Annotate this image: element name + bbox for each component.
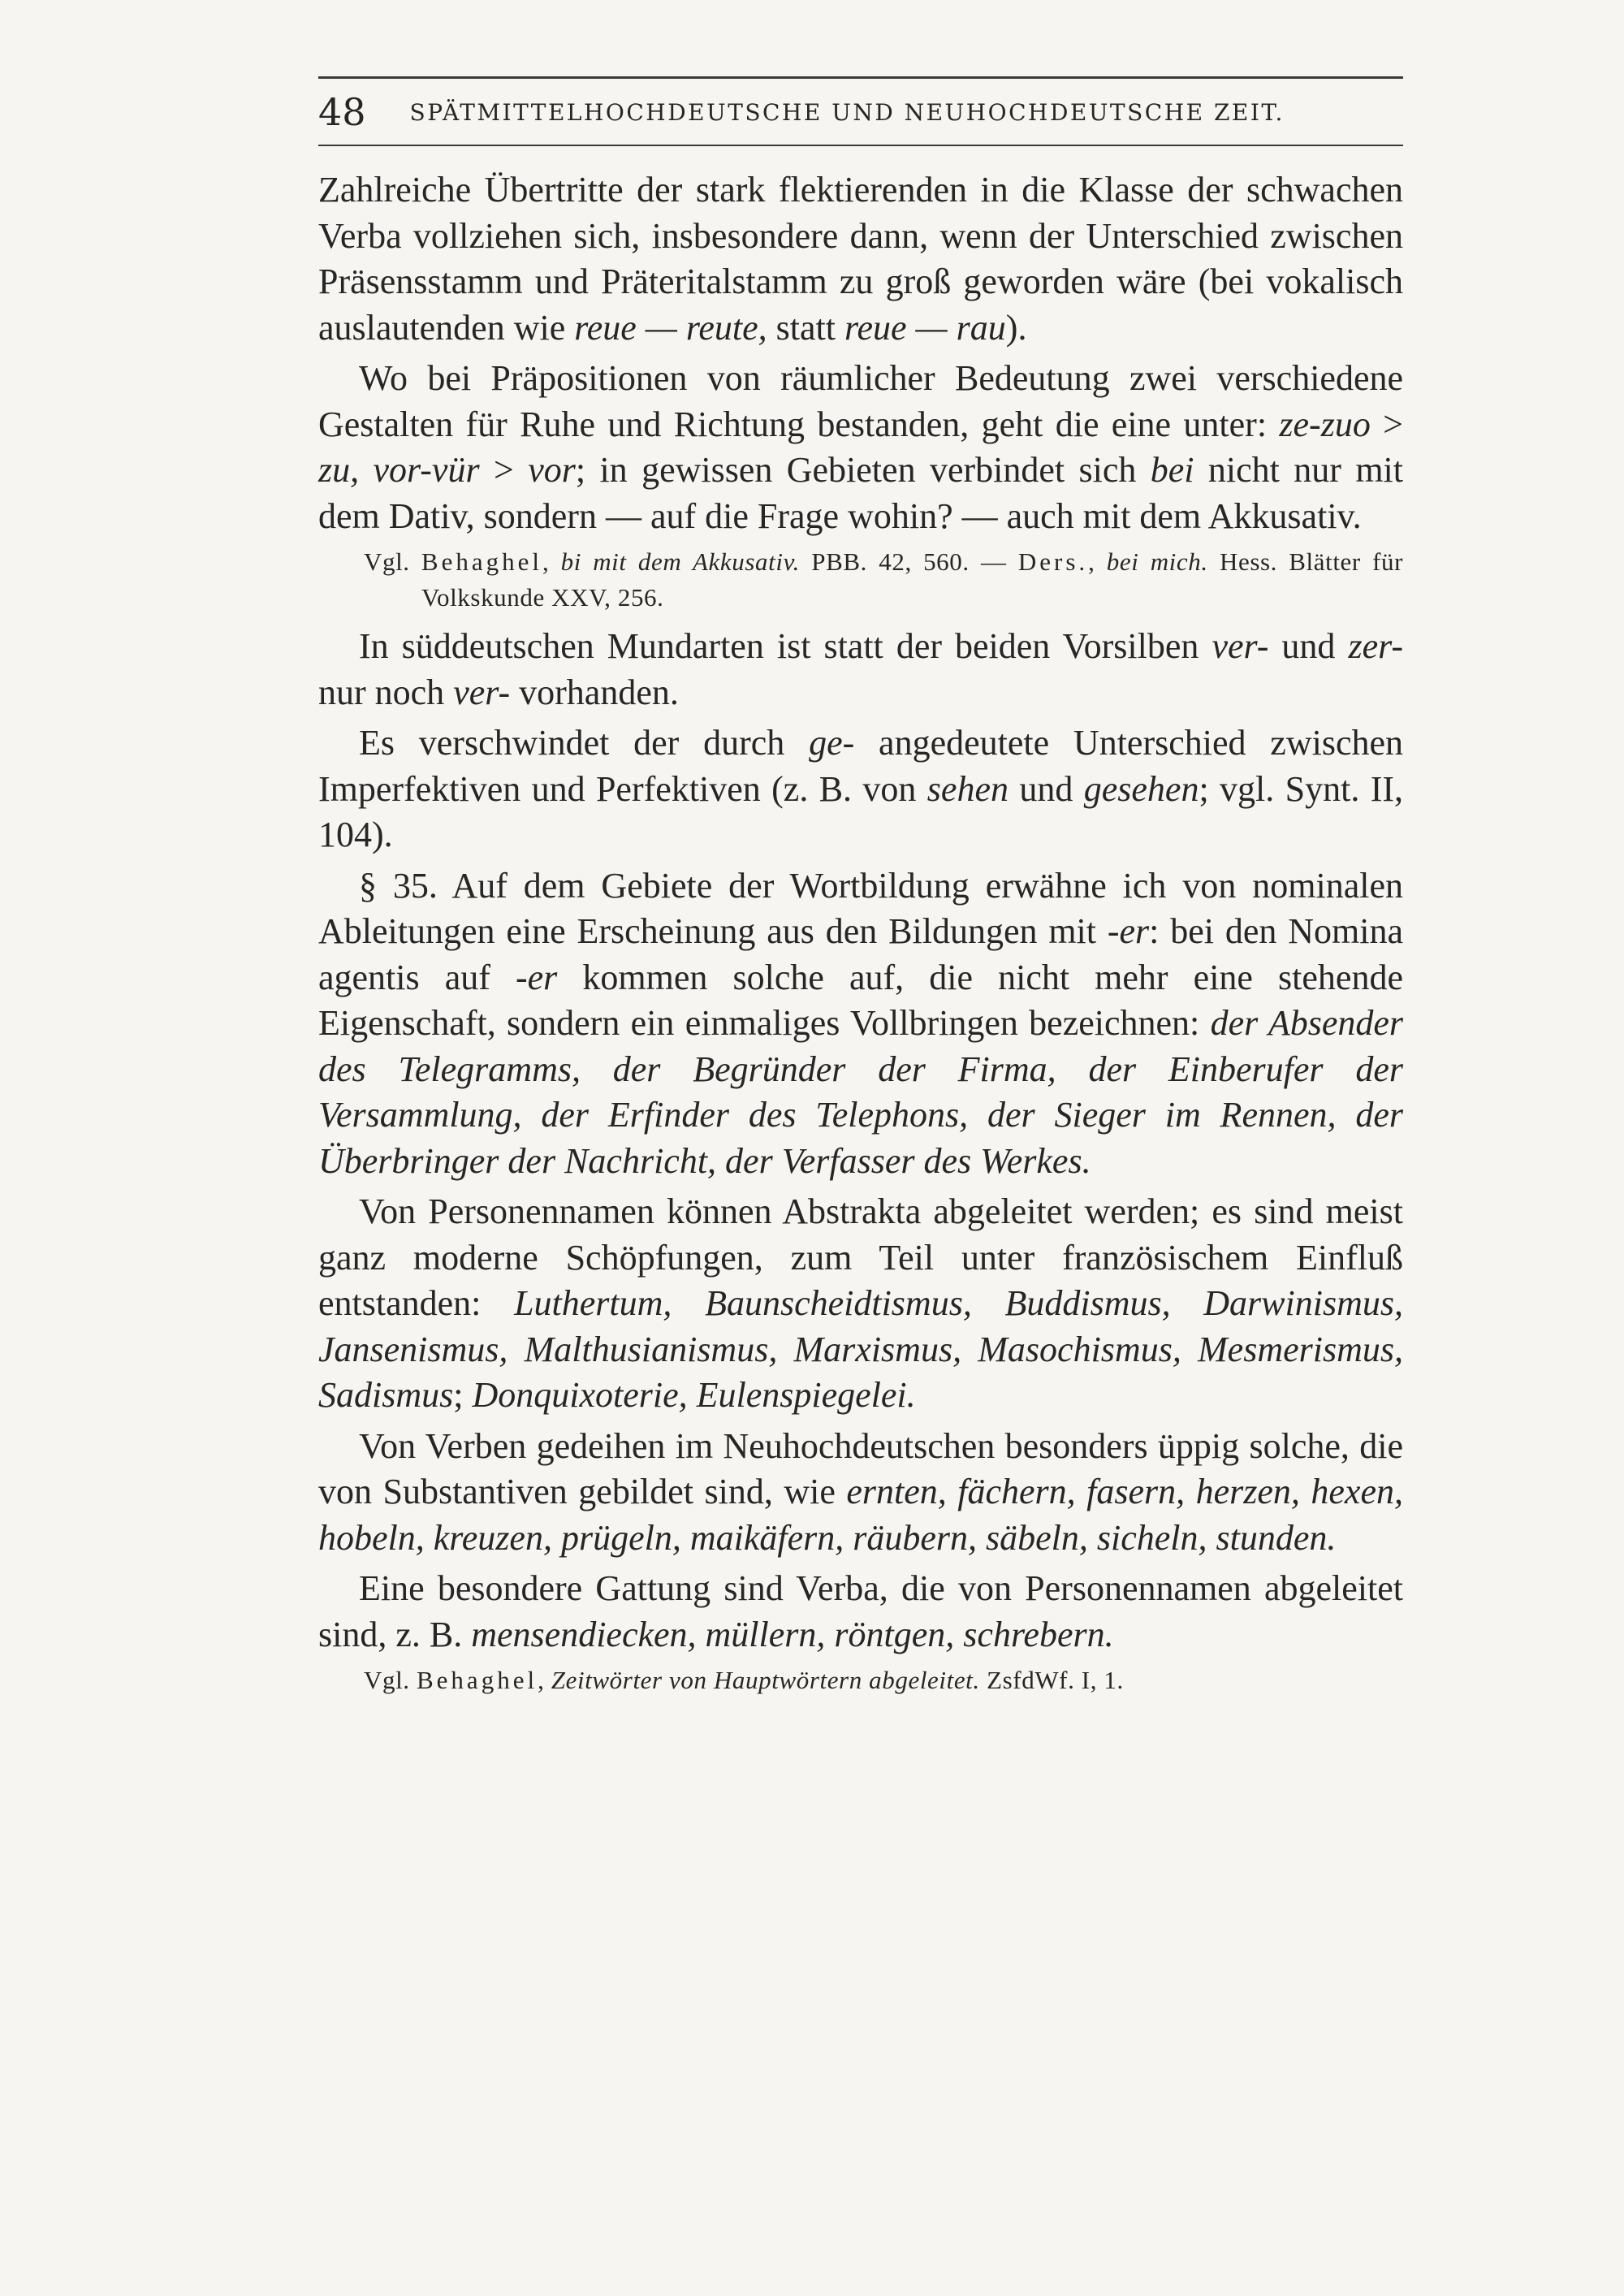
text-segment: Eine besondere Gattung sind Verba, die von Personennamen abgeleitet sind, z. B. [318, 1568, 1403, 1654]
text-segment: Behaghel [417, 1666, 538, 1694]
text-segment: kommen solche auf, die nicht mehr eine stehende Eigenschaft, sondern ein einmaliges Vollbringen bezeichnen: [318, 957, 1403, 1043]
italic-segment: ze-zuo [1279, 404, 1371, 444]
text-segment: > [1370, 404, 1403, 444]
italic-segment: sehen [926, 768, 1009, 809]
text-segment: , [538, 1666, 551, 1694]
text-segment: In süddeutschen Mundarten ist statt der beiden Vorsilben [359, 626, 1212, 666]
text-segment: § 35. Auf dem Gebiete der Wortbildung erwähne ich von nominalen Ableitungen eine Erscheinung aus den Bildungen mit [318, 865, 1403, 951]
text-segment: Hess. Blätter für Volkskunde XXV, 256. [421, 547, 1404, 612]
italic-segment: reue — reute, [574, 307, 767, 348]
italic-segment: zer- [1348, 626, 1403, 666]
text-segment: ). [1005, 307, 1027, 348]
text-segment: und [1008, 768, 1084, 809]
italic-segment: Luthertum, Baunscheidtismus, Buddismus, Darwinismus, Jansenismus, Malthusianismus, Marxismus, Masochismus, Mesmerismus, Sadismus [318, 1283, 1403, 1415]
italic-segment: reue — rau [844, 307, 1006, 348]
page-header [318, 86, 1403, 138]
text-segment: Vgl. [364, 1666, 417, 1694]
italic-segment: vor [528, 450, 576, 490]
text-segment: Vgl. [364, 547, 421, 576]
italic-segment: Zeitwörter von Hauptwörtern abgeleitet. [551, 1666, 980, 1694]
text-segment: Es verschwindet der durch [359, 723, 810, 763]
top-rule [318, 76, 1403, 79]
body-paragraph [318, 863, 1403, 1185]
body-paragraph [318, 1424, 1403, 1562]
text-segment: ; [453, 1375, 473, 1415]
italic-segment: bei mich. [1106, 547, 1208, 576]
text-segment: , [542, 547, 561, 576]
text-segment: Behaghel [421, 547, 542, 576]
body-paragraph [318, 356, 1403, 539]
body-paragraph [318, 720, 1403, 858]
text-segment: Wo bei Präpositionen von räumlicher Bedeutung zwei verschiedene Gestalten für Ruhe und Richtung bestanden, geht die eine unter: [318, 358, 1403, 444]
italic-segment: bei [1150, 450, 1194, 490]
body-paragraph [318, 624, 1403, 716]
italic-segment: ver- [453, 672, 511, 712]
italic-segment: bi mit dem Akkusativ. [560, 547, 800, 576]
header-rule [318, 145, 1403, 146]
italic-segment: -er [516, 957, 558, 997]
text-segment: Zahlreiche Übertritte der stark flektierenden in die Klasse der schwachen Verba vollziehen sich, insbesondere dann, wenn der Unterschied zwischen Präsensstamm und Präteritalstamm zu groß geworden wäre (bei vokalisch auslautenden wie [318, 170, 1403, 348]
running-title: SPÄTMITTELHOCHDEUTSCHE UND NEUHOCHDEUTSCHE ZEIT. [409, 98, 1285, 126]
footnote-reference [318, 544, 1403, 616]
italic-segment: der Absender des Telegramms, der Begründer der Firma, der Einberufer der Versammlung, der Erfinder des Telephons, der Sieger im Rennen, der Überbringer der Nachricht, der Verfasser des Werkes. [318, 1003, 1403, 1181]
text-segment: Ders. [1017, 547, 1089, 576]
italic-segment: ge- [809, 723, 855, 763]
italic-segment: mensendiecken, müllern, röntgen, schrebern. [471, 1614, 1114, 1654]
text-segment: Von Personennamen können Abstrakta abgeleitet werden; es sind meist ganz moderne Schöpfungen, zum Teil unter französischem Einfluß entstanden: [318, 1191, 1403, 1323]
text-segment: > [479, 450, 529, 490]
italic-segment: zu, vor-vür [318, 450, 480, 490]
text-segment: nicht nur mit dem Dativ, sondern — auf die Frage wohin? — auch mit dem Akkusativ. [318, 450, 1403, 536]
italic-segment: -er [1107, 911, 1150, 951]
text-segment: , [1088, 547, 1107, 576]
text-segment: angedeutete Unterschied zwischen Imperfektiven und Perfektiven (z. B. von [318, 723, 1403, 809]
text-segment: Von Verben gedeihen im Neuhochdeutschen besonders üppig solche, die von Substantiven gebildet sind, wie [318, 1425, 1403, 1511]
text-segment: statt [767, 307, 844, 348]
text-segment: ZsfdWf. I, 1. [979, 1666, 1124, 1694]
footnote-reference [318, 1663, 1403, 1698]
text-segment: nur noch [318, 672, 454, 712]
page-number: 48 [318, 90, 366, 134]
body-paragraph [318, 1566, 1403, 1658]
body-paragraph [318, 1189, 1403, 1419]
text-segment: und [1268, 626, 1349, 666]
text-segment: : bei den Nomina agentis auf [318, 911, 1403, 997]
page-body [318, 167, 1403, 1706]
body-paragraph [318, 167, 1403, 351]
italic-segment: ernten, fächern, fasern, herzen, hexen, hobeln, kreuzen, prügeln, maikäfern, räubern, säbeln, sicheln, stunden. [318, 1472, 1403, 1558]
text-segment: PBB. 42, 560. — [799, 547, 1018, 576]
text-segment: ; in gewissen Gebieten verbindet sich [575, 450, 1151, 490]
italic-segment: ver- [1212, 626, 1269, 666]
italic-segment: Donquixoterie, Eulenspiegelei. [472, 1375, 916, 1415]
italic-segment: gesehen [1083, 768, 1199, 809]
text-segment: ; vgl. Synt. II, 104). [318, 768, 1404, 854]
text-segment: vorhanden. [510, 672, 679, 712]
